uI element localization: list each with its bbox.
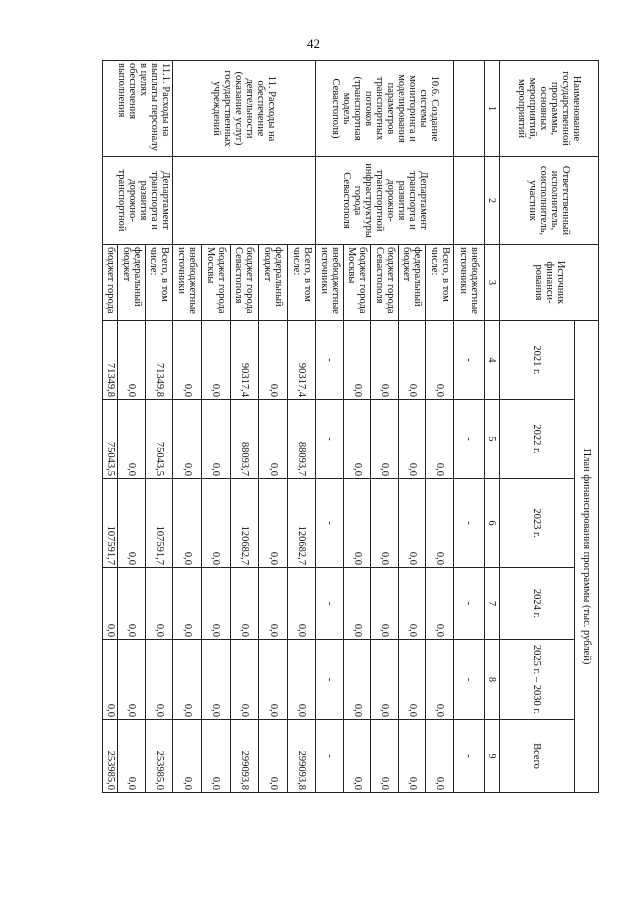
header-year-2023: 2023 г.	[500, 479, 575, 568]
header-plan: План финансирования программы (тыс. рублей)	[574, 321, 598, 793]
header-year-2025-2030: 2025 г. – 2030 г.	[500, 640, 575, 720]
header-year-2021: 2021 г.	[500, 321, 575, 400]
value-cell: 0,0	[145, 568, 172, 640]
source-cell: федеральный бюджет	[118, 245, 145, 321]
value-cell: 0,0	[230, 568, 259, 640]
value-cell: 0,0	[426, 400, 453, 479]
value-cell: 71349,8	[103, 321, 119, 400]
col-number: 4	[484, 321, 499, 400]
value-cell: 0,0	[118, 720, 145, 793]
value-cell: 0,0	[118, 400, 145, 479]
value-cell: 0,0	[173, 321, 202, 400]
value-cell: -	[316, 400, 343, 479]
value-cell: 0,0	[259, 400, 288, 479]
value-cell: 0,0	[118, 640, 145, 720]
value-cell: 0,0	[145, 640, 172, 720]
value-cell: 107591,7	[145, 479, 172, 568]
value-cell: 0,0	[398, 720, 425, 793]
activity-executor	[173, 157, 316, 245]
value-cell: -	[316, 720, 343, 793]
col-number: 5	[484, 400, 499, 479]
source-cell: внебюджетные источники	[173, 245, 202, 321]
value-cell: 0,0	[103, 568, 119, 640]
value-cell: 0,0	[343, 720, 370, 793]
table-row	[453, 61, 484, 793]
value-cell: -	[453, 568, 484, 640]
col-number: 8	[484, 640, 499, 720]
value-cell: 299093,8	[230, 720, 259, 793]
value-cell: -	[316, 479, 343, 568]
value-cell: 0,0	[371, 568, 398, 640]
col-number: 9	[484, 720, 499, 793]
value-cell: -	[316, 640, 343, 720]
value-cell: -	[453, 400, 484, 479]
value-cell: 0,0	[426, 568, 453, 640]
value-cell: 0,0	[343, 479, 370, 568]
value-cell: 0,0	[259, 640, 288, 720]
cell-empty	[453, 157, 484, 245]
value-cell: 0,0	[426, 640, 453, 720]
cell-empty	[453, 61, 484, 157]
source-cell: бюджет города Москвы	[202, 245, 231, 321]
value-cell: 0,0	[259, 321, 288, 400]
value-cell: -	[453, 321, 484, 400]
header-total: Всего	[500, 720, 575, 793]
value-cell: 107591,7	[103, 479, 119, 568]
value-cell: 0,0	[103, 640, 119, 720]
value-cell: 0,0	[202, 479, 231, 568]
source-cell: внебюджетные источники	[316, 245, 343, 321]
col-number: 1	[484, 61, 499, 157]
value-cell: 0,0	[118, 479, 145, 568]
value-cell: 0,0	[371, 640, 398, 720]
value-cell: 0,0	[202, 720, 231, 793]
value-cell: 75043,5	[145, 400, 172, 479]
value-cell: 0,0	[398, 479, 425, 568]
value-cell: 0,0	[398, 640, 425, 720]
value-cell: 0,0	[173, 640, 202, 720]
col-number: 3	[484, 245, 499, 321]
value-cell: 0,0	[371, 400, 398, 479]
financing-table-rotated	[102, 60, 599, 792]
value-cell: 0,0	[173, 479, 202, 568]
value-cell: 0,0	[202, 400, 231, 479]
value-cell: 0,0	[398, 568, 425, 640]
value-cell: 0,0	[343, 400, 370, 479]
header-name: Наименование государственной программы, основных мероприятий, мероприятий	[500, 61, 599, 157]
table-row	[426, 61, 453, 793]
value-cell: 90317,4	[230, 321, 259, 400]
value-cell: 0,0	[118, 568, 145, 640]
value-cell: 0,0	[343, 321, 370, 400]
value-cell: 0,0	[202, 568, 231, 640]
value-cell: 0,0	[202, 640, 231, 720]
financing-table	[102, 60, 599, 793]
activity-name: 11.1. Расходы на выплаты персоналу в целях обеспечения выполнения	[103, 61, 173, 157]
value-cell: 299093,8	[287, 720, 316, 793]
source-cell: внебюджетные источники	[453, 245, 484, 321]
source-cell: Всего, в том числе:	[287, 245, 316, 321]
value-cell: 0,0	[118, 321, 145, 400]
value-cell: 75043,5	[103, 400, 119, 479]
source-cell: бюджет города Севастополя	[371, 245, 398, 321]
value-cell: 120682,7	[287, 479, 316, 568]
value-cell: 120682,7	[230, 479, 259, 568]
value-cell: 0,0	[173, 400, 202, 479]
activity-name: 10.6. Создание системы мониторинга и моделирования параметров транспортных потоков (транспортная модель Севастополя)	[316, 61, 453, 157]
source-cell: бюджет города	[103, 245, 119, 321]
value-cell: 0,0	[287, 568, 316, 640]
value-cell: 0,0	[259, 479, 288, 568]
source-cell: бюджет города Москвы	[343, 245, 370, 321]
value-cell: 0,0	[287, 640, 316, 720]
page-number: 42	[307, 36, 320, 51]
value-cell: 0,0	[202, 321, 231, 400]
table-row	[145, 61, 172, 793]
activity-executor: Департамент транспорта и развития дорожно-транспортной	[103, 157, 173, 245]
table-row	[287, 61, 316, 793]
header-year-2024: 2024 г.	[500, 568, 575, 640]
value-cell: 0,0	[426, 321, 453, 400]
value-cell: -	[316, 568, 343, 640]
value-cell: 0,0	[371, 321, 398, 400]
col-number: 2	[484, 157, 499, 245]
value-cell: 0,0	[343, 640, 370, 720]
value-cell: 0,0	[398, 321, 425, 400]
col-number: 7	[484, 568, 499, 640]
value-cell: -	[453, 640, 484, 720]
value-cell: 0,0	[426, 479, 453, 568]
value-cell: 0,0	[173, 568, 202, 640]
value-cell: 0,0	[398, 400, 425, 479]
value-cell: 90317,4	[287, 321, 316, 400]
header-source: Источник финанси-рования	[500, 245, 599, 321]
value-cell: 71349,8	[145, 321, 172, 400]
value-cell: 0,0	[259, 720, 288, 793]
header-executor: Ответственный исполнитель, соисполнитель, участник	[500, 157, 599, 245]
header-year-2022: 2022 г.	[500, 400, 575, 479]
activity-executor: Департамент транспорта и развития дорожно-транспортной инфраструктуры города Севастополя	[316, 157, 453, 245]
source-cell: бюджет города Севастополя	[230, 245, 259, 321]
value-cell: 0,0	[343, 568, 370, 640]
value-cell: 253985,0	[103, 720, 119, 793]
source-cell: Всего, в том числе:	[145, 245, 172, 321]
value-cell: -	[453, 479, 484, 568]
value-cell: 0,0	[230, 640, 259, 720]
value-cell: 0,0	[371, 479, 398, 568]
value-cell: 0,0	[173, 720, 202, 793]
source-cell: федеральный бюджет	[259, 245, 288, 321]
value-cell: 0,0	[259, 568, 288, 640]
value-cell: -	[453, 720, 484, 793]
source-cell: Всего, в том числе:	[426, 245, 453, 321]
value-cell: 88093,7	[230, 400, 259, 479]
col-number: 6	[484, 479, 499, 568]
value-cell: 0,0	[371, 720, 398, 793]
value-cell: 88093,7	[287, 400, 316, 479]
value-cell: 253985,0	[145, 720, 172, 793]
value-cell: 0,0	[426, 720, 453, 793]
source-cell: федеральный бюджет	[398, 245, 425, 321]
value-cell: -	[316, 321, 343, 400]
activity-name: 11. Расходы на обеспечение деятельности (оказание услуг) государственных учреждений	[173, 61, 316, 157]
